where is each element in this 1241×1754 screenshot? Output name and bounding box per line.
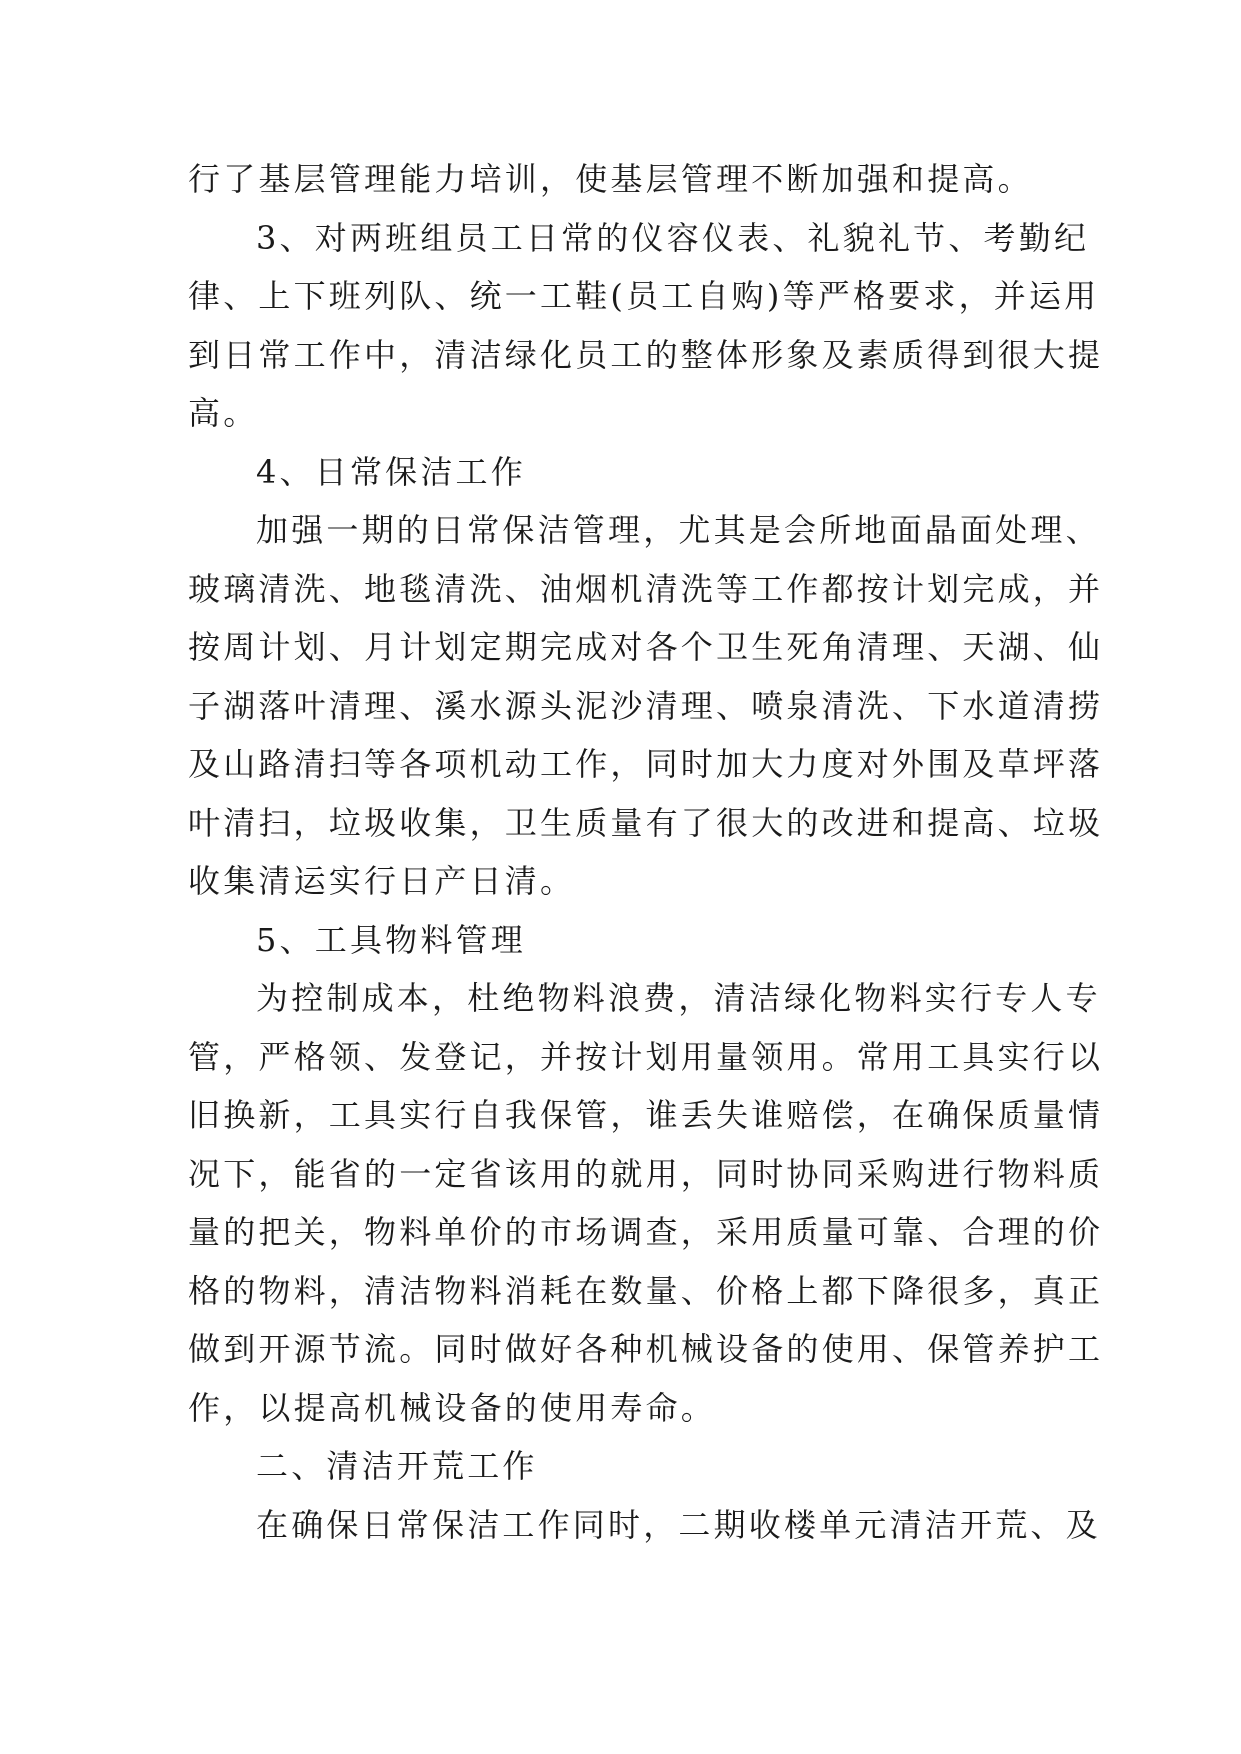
text-line: 况下，能省的一定省该用的就用，同时协同采购进行物料质: [188, 1154, 1104, 1193]
text-line: 为控制成本，杜绝物料浪费，清洁绿化物料实行专人专: [256, 979, 1101, 1017]
text-line: 及山路清扫等各项机动工作，同时加大力度对外围及草坪落: [188, 745, 1104, 783]
heading-line: 3、对两班组员工日常的仪容仪表、礼貌礼节、考勤纪: [256, 218, 1090, 257]
text-line: 高。: [188, 394, 259, 432]
text-line: 作，以提高机械设备的使用寿命。: [188, 1388, 717, 1427]
section-heading-5: 5、工具物料管理: [256, 920, 526, 959]
text-line: 按周计划、月计划定期完成对各个卫生死角清理、天湖、仙: [188, 628, 1104, 666]
section-heading-2: 二、清洁开荒工作: [256, 1447, 538, 1485]
text-line: 玻璃清洗、地毯清洗、油烟机清洗等工作都按计划完成，并: [188, 569, 1104, 608]
text-line: 子湖落叶清理、溪水源头泥沙清理、喷泉清洗、下水道清捞: [188, 686, 1104, 725]
text-line: 律、上下班列队、统一工鞋(员工自购)等严格要求，并运用: [188, 277, 1100, 315]
text-line: 收集清运实行日产日清。: [188, 862, 576, 900]
text-line: 管，严格领、发登记，并按计划用量领用。常用工具实行以: [188, 1037, 1104, 1076]
text-line: 叶清扫，垃圾收集，卫生质量有了很大的改进和提高、垃圾: [188, 803, 1104, 842]
text-line: 量的把关，物料单价的市场调查，采用质量可靠、合理的价: [188, 1213, 1104, 1251]
text-line: 格的物料，清洁物料消耗在数量、价格上都下降很多，真正: [188, 1271, 1104, 1310]
text-line: 做到开源节流。同时做好各种机械设备的使用、保管养护工: [188, 1330, 1104, 1368]
text-line: 在确保日常保洁工作同时，二期收楼单元清洁开荒、及: [256, 1505, 1101, 1544]
text-line: 到日常工作中，清洁绿化员工的整体形象及素质得到很大提: [188, 335, 1104, 374]
text-line: 旧换新，工具实行自我保管，谁丢失谁赔偿，在确保质量情: [188, 1096, 1104, 1134]
section-heading-4: 4、日常保洁工作: [256, 452, 526, 491]
text-line: 加强一期的日常保洁管理，尤其是会所地面晶面处理、: [256, 511, 1101, 549]
text-line: 行了基层管理能力培训，使基层管理不断加强和提高。: [188, 160, 1033, 198]
document-page: [188, 150, 1104, 1554]
